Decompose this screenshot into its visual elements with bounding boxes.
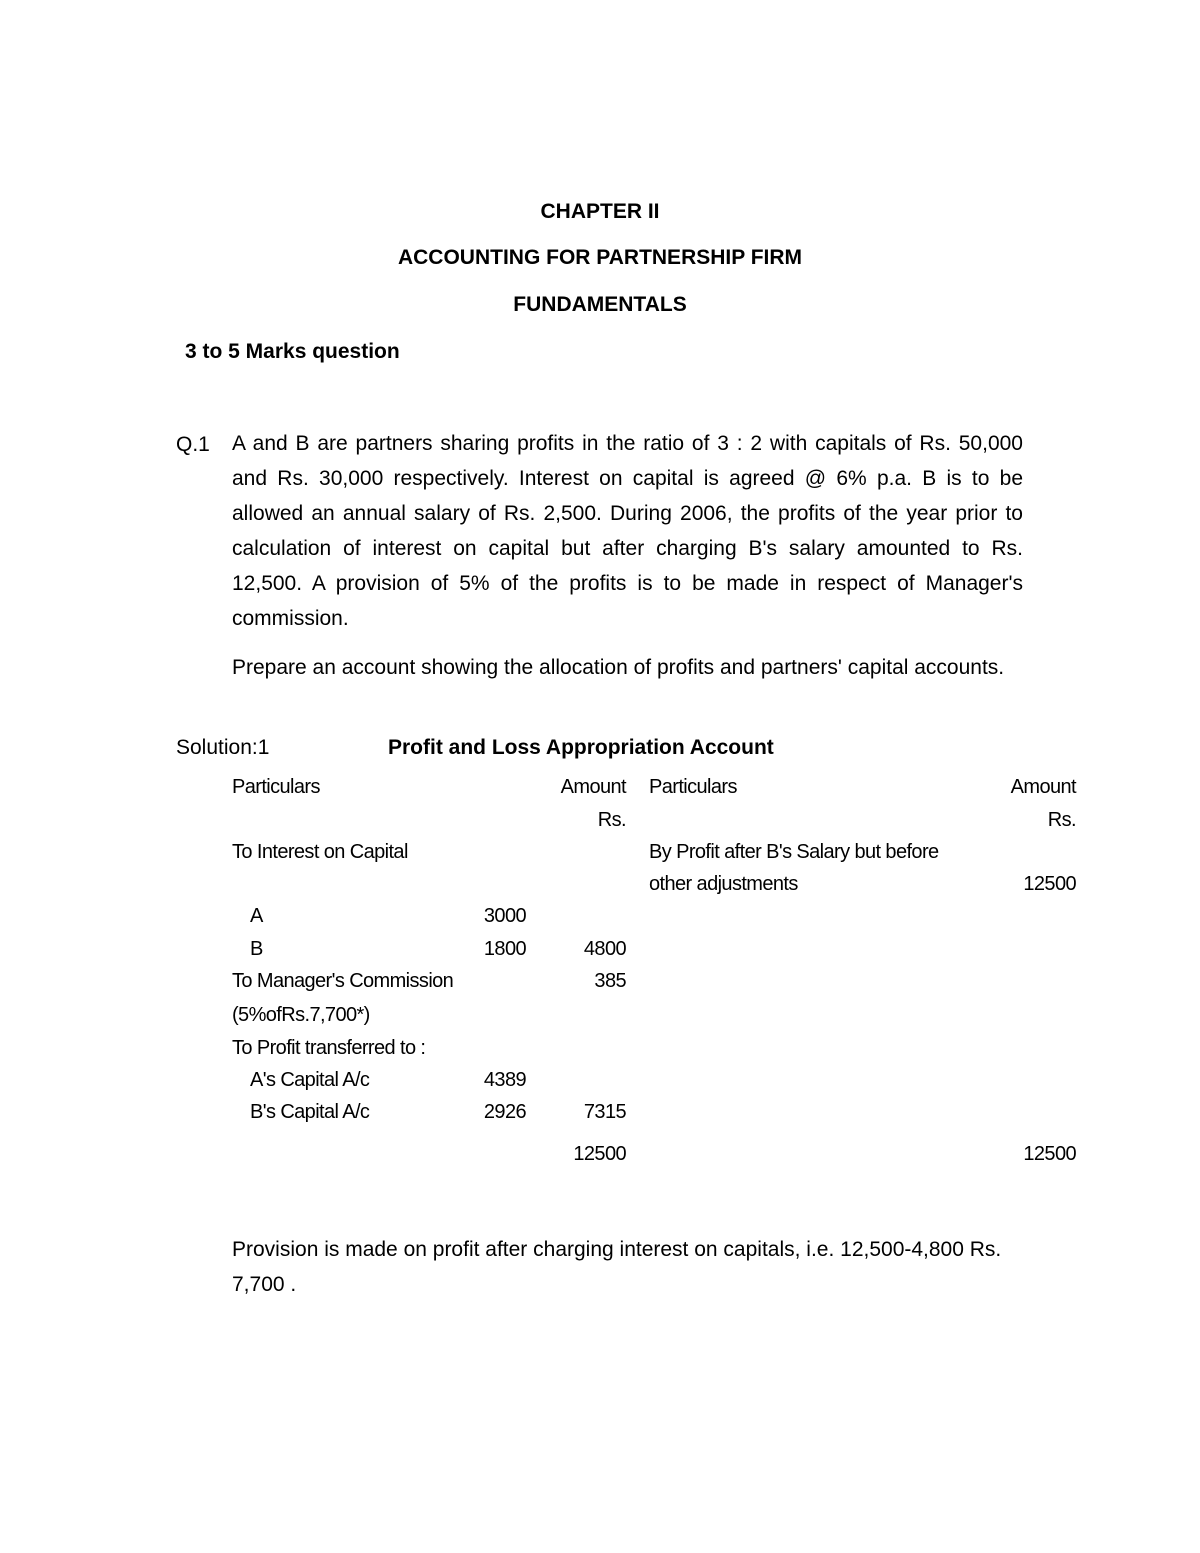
question-number: Q.1	[176, 433, 210, 456]
a-capital-label: A's Capital A/c	[250, 1069, 370, 1091]
interest-a-value: 3000	[483, 905, 526, 927]
section-label: 3 to 5 Marks question	[185, 340, 400, 363]
credit-profit-label-line2: other adjustments	[649, 873, 798, 895]
credit-particulars-header: Particulars	[649, 776, 737, 798]
interest-b-value: 1800	[483, 938, 526, 960]
interest-total-value: 4800	[583, 938, 626, 960]
credit-amount-unit: Rs.	[1047, 809, 1076, 831]
debit-amount-header: Amount	[560, 776, 626, 798]
b-capital-value: 2926	[483, 1101, 526, 1123]
account-title: Profit and Loss Appropriation Account	[388, 736, 774, 759]
commission-value: 385	[594, 970, 626, 992]
credit-profit-value: 12500	[1023, 873, 1076, 895]
commission-note: (5%ofRs.7,700*)	[232, 1004, 370, 1026]
interest-a-label: A	[250, 905, 263, 927]
credit-total: 12500	[1023, 1143, 1076, 1165]
interest-on-capital-label: To Interest on Capital	[232, 841, 408, 863]
interest-b-label: B	[250, 938, 263, 960]
commission-label: To Manager's Commission	[232, 970, 454, 992]
debit-particulars-header: Particulars	[232, 776, 320, 798]
question-text: A and B are partners sharing profits in the ratio of 3 : 2 with capitals of Rs. 50,000 and Rs. 30,000 respectively. Interest on capital is agreed @ 6% p.a. B is to be allowed an annual salary of Rs. 2,500. During 2006, the profits of the year prior to calculation of interest on capital but after charging B's salary amounted to Rs. 12,500. A provision of 5% of the profits is to be made in respect of Manager's commission.	[232, 432, 1023, 630]
profit-transferred-total: 7315	[583, 1101, 626, 1123]
profit-transferred-label: To Profit transferred to :	[232, 1037, 426, 1059]
a-capital-value: 4389	[483, 1069, 526, 1091]
provision-note: Provision is made on profit after charging interest on capitals, i.e. 12,500-4,800 Rs. 7,700 .	[232, 1238, 1002, 1296]
chapter-heading: CHAPTER II	[540, 200, 660, 223]
debit-amount-unit: Rs.	[597, 809, 626, 831]
debit-total: 12500	[573, 1143, 626, 1165]
solution-label: Solution:1	[176, 736, 270, 759]
chapter-title: ACCOUNTING FOR PARTNERSHIP FIRM	[397, 246, 803, 269]
credit-profit-label-line1: By Profit after B's Salary but before	[649, 841, 939, 863]
question-instruction: Prepare an account showing the allocation of profits and partners' capital accounts.	[232, 656, 1005, 679]
b-capital-label: B's Capital A/c	[250, 1101, 370, 1123]
credit-amount-header: Amount	[1010, 776, 1076, 798]
chapter-subtitle: FUNDAMENTALS	[513, 293, 687, 316]
